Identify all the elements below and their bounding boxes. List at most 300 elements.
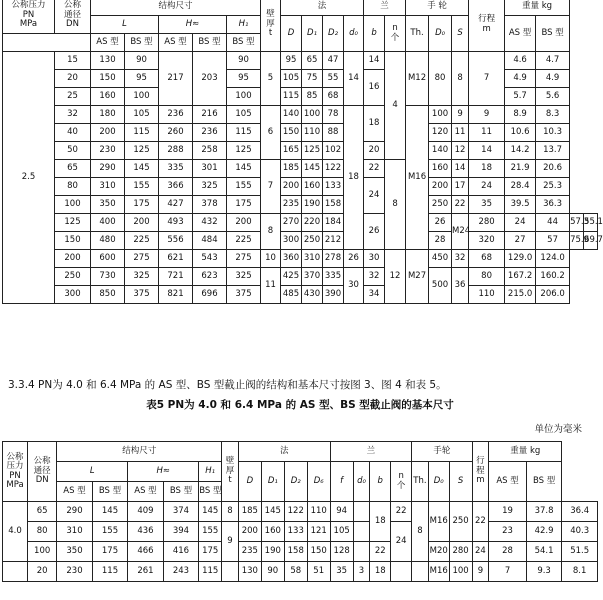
cell-d0: 18	[344, 106, 364, 250]
header-flange-a: 法	[238, 442, 330, 462]
cell-h1: 155	[199, 522, 222, 542]
header-stroke: 行程 m	[469, 0, 505, 52]
header-n: n 个	[385, 16, 406, 52]
cell-dn: 15	[55, 52, 91, 70]
cell-dn: 100	[28, 542, 57, 562]
cell-d: 360	[281, 250, 302, 268]
cell-s: 9	[472, 562, 489, 582]
cell-h-as: 821	[159, 286, 193, 304]
header-d1: D₁	[302, 16, 323, 52]
cell-dn: 32	[55, 106, 91, 124]
header-th: Th.	[406, 16, 429, 52]
cell-d1: 145	[302, 160, 323, 178]
cell-l-as: 400	[91, 214, 125, 232]
table5-caption: 表5 PN为 4.0 和 6.4 MPa 的 AS 型、BS 型截止阀的基本尺寸	[146, 399, 454, 411]
section-paragraph: 3.3.4 PN为 4.0 和 6.4 MPa 的 AS 型、BS 型截止阀的结构和基本尺寸按图 3、图 4 和表 5。	[8, 379, 447, 391]
cell-b: 20	[364, 142, 385, 160]
cell-d2: 68	[323, 88, 344, 106]
header-d: D	[238, 462, 261, 502]
cell-stroke: 28	[489, 542, 527, 562]
cell-d: 95	[281, 52, 302, 70]
cell-weight-as: 57.3	[570, 214, 584, 232]
cell-h-as: 236	[159, 106, 193, 124]
cell-weight-bs: 13.7	[536, 142, 570, 160]
cell-b: 18	[364, 106, 385, 142]
cell-stroke: 23	[489, 522, 527, 542]
cell-d: 185	[281, 160, 302, 178]
cell-stroke: 80	[469, 268, 505, 286]
cell-d1: 125	[302, 142, 323, 160]
cell-d0-wheel: 80	[429, 52, 452, 106]
cell-f	[353, 542, 370, 562]
unit-note: 单位为毫米	[534, 424, 582, 435]
header-spacer	[3, 34, 91, 52]
cell-h-bs: 378	[193, 196, 227, 214]
cell-l-as: 350	[91, 196, 125, 214]
cell-b: 26	[429, 214, 452, 232]
cell-d2: 88	[323, 124, 344, 142]
header-h-as: AS 型	[159, 34, 193, 52]
cell-h1: 115	[199, 562, 222, 582]
cell-dn: 20	[55, 70, 91, 88]
cell-weight-as: 167.2	[505, 268, 536, 286]
cell-d1: 220	[302, 214, 323, 232]
cell-stroke: 57	[536, 232, 570, 250]
cell-f: 3	[353, 562, 370, 582]
header-pn: 公称压力 PN MPa	[3, 0, 55, 34]
header-weight: 重量 kg	[489, 442, 562, 462]
cell-d: 150	[281, 124, 302, 142]
cell-d0: 30	[344, 268, 364, 304]
header-dn: 公称 通径 DN	[55, 0, 91, 34]
cell-l-as: 480	[91, 232, 125, 250]
cell-h1: 175	[227, 196, 261, 214]
cell-d: 165	[281, 142, 302, 160]
cell-weight-bs: 8.3	[536, 106, 570, 124]
cell-f-blank: 105	[330, 522, 353, 542]
header-weight-bs: BS 型	[526, 462, 561, 502]
header-d6: D₆	[307, 462, 330, 502]
cell-h-bs: 484	[193, 232, 227, 250]
header-structure: 结构尺寸	[91, 0, 261, 16]
cell-stroke: 7	[469, 52, 505, 106]
cell-l-as: 290	[91, 160, 125, 178]
cell-wall	[222, 562, 239, 582]
header-s: S	[449, 462, 472, 502]
cell-b	[391, 562, 412, 582]
cell-b: 30	[364, 250, 385, 268]
cell-l-as: 310	[57, 522, 92, 542]
cell-l-bs: 155	[125, 178, 159, 196]
cell-d2: 133	[323, 178, 344, 196]
header-n: n 个	[391, 462, 412, 502]
cell-h-bs: 243	[163, 562, 198, 582]
cell-th: M16	[428, 502, 449, 542]
cell-s: 14	[452, 160, 469, 178]
cell-h1: 200	[227, 214, 261, 232]
cell-l-bs: 100	[125, 88, 159, 106]
header-stroke: 行程 m	[472, 442, 489, 502]
cell-d1: 190	[261, 542, 284, 562]
cell-l-as: 180	[91, 106, 125, 124]
cell-d2: 58	[284, 562, 307, 582]
cell-l-bs: 200	[125, 214, 159, 232]
cell-d0-wheel: 100	[449, 562, 472, 582]
cell-d0-wheel: 320	[469, 232, 505, 250]
header-f: f	[330, 462, 353, 502]
cell-d0-wheel: 120	[429, 124, 452, 142]
cell-l-bs: 125	[125, 142, 159, 160]
cell-n	[412, 562, 429, 582]
cell-h-bs: 623	[193, 268, 227, 286]
cell-l-as: 200	[91, 124, 125, 142]
cell-d0: 18	[370, 502, 391, 542]
cell-d1: 145	[261, 502, 284, 522]
cell-h1: 225	[227, 232, 261, 250]
cell-h-as: 436	[128, 522, 163, 542]
cell-d0-wheel: 200	[429, 178, 452, 196]
cell-weight-bs: 40.3	[562, 522, 598, 542]
cell-s: 22	[472, 502, 489, 542]
cell-f-blank: 128	[330, 542, 353, 562]
cell-stroke: 11	[469, 124, 505, 142]
cell-weight-bs: 51.5	[562, 542, 598, 562]
cell-l-bs: 175	[92, 542, 127, 562]
header-d0: d₀	[344, 16, 364, 52]
cell-h-as: 621	[159, 250, 193, 268]
cell-weight-bs: 36.4	[562, 502, 598, 522]
cell-d1: 65	[302, 52, 323, 70]
cell-stroke: 9	[469, 106, 505, 124]
cell-b: 14	[364, 52, 385, 70]
cell-wall: 7	[261, 160, 281, 214]
cell-wall: 9	[222, 522, 239, 562]
header-l-as: AS 型	[91, 34, 125, 52]
cell-weight-bs: 36.3	[536, 196, 570, 214]
cell-th: M24	[452, 214, 469, 250]
cell-d0-wheel: 450	[429, 250, 452, 268]
cell-h-as: 427	[159, 196, 193, 214]
header-b: b	[364, 16, 385, 52]
header-l-bs: BS 型	[125, 34, 159, 52]
cell-h-bs: 258	[193, 142, 227, 160]
pn-value: 2.5	[3, 52, 55, 304]
cell-l-bs: 95	[125, 70, 159, 88]
cell-th: M16	[406, 106, 429, 250]
header-d2: D₂	[284, 462, 307, 502]
cell-s: 9	[452, 106, 469, 124]
cell-th: M12	[406, 52, 429, 106]
header-d2: D₂	[323, 16, 344, 52]
cell-weight-bs: 55.1	[584, 214, 598, 232]
header-d: D	[281, 16, 302, 52]
cell-b: 28	[429, 232, 452, 250]
cell-h1: 325	[227, 268, 261, 286]
cell-d: 485	[281, 286, 302, 304]
cell-n: 8	[385, 160, 406, 250]
header-dn: 公称 通径 DN	[28, 442, 57, 502]
cell-l-bs: 115	[125, 124, 159, 142]
cell-dn: 250	[55, 268, 91, 286]
cell-l-bs: 155	[92, 522, 127, 542]
cell-wall: 10	[261, 250, 281, 268]
cell-weight-as: 215.0	[505, 286, 536, 304]
cell-d0-wheel: 250	[429, 196, 452, 214]
cell-h-bs: 216	[193, 106, 227, 124]
cell-l-as: 130	[91, 52, 125, 70]
cell-weight-bs: 10.3	[536, 124, 570, 142]
cell-weight-as: 5.7	[505, 88, 536, 106]
cell-d0-wheel: 500	[429, 268, 452, 304]
cell-d2: 158	[284, 542, 307, 562]
cell-dn: 65	[55, 160, 91, 178]
header-h1-bs: BS 型	[199, 482, 222, 502]
cell-h1: 115	[227, 124, 261, 142]
header-h1: H₁	[227, 16, 261, 34]
cell-dn: 65	[28, 502, 57, 522]
cell-d1: 430	[302, 286, 323, 304]
cell-d: 200	[238, 522, 261, 542]
cell-b: 24	[391, 522, 412, 562]
cell-d: 140	[281, 106, 302, 124]
cell-weight-as: 14.2	[505, 142, 536, 160]
cell-weight-as: 42.9	[526, 522, 561, 542]
cell-s: 8	[452, 52, 469, 106]
header-th: Th.	[412, 462, 429, 502]
header-l: L	[57, 462, 128, 482]
cell-d0-wheel: 160	[429, 160, 452, 178]
header-weight-as: AS 型	[505, 16, 536, 52]
cell-weight-bs: 20.6	[536, 160, 570, 178]
cell-stroke: 68	[469, 250, 505, 268]
header-d0-wheel: D₀	[428, 462, 449, 502]
header-h: H≈	[128, 462, 199, 482]
cell-h-bs: 203	[193, 52, 227, 106]
header-d0: d₀	[353, 462, 370, 502]
cell-d: 115	[281, 88, 302, 106]
cell-l-as: 160	[91, 88, 125, 106]
cell-h-bs: 301	[193, 160, 227, 178]
cell-n: 12	[385, 250, 406, 304]
cell-wall: 8	[222, 502, 239, 522]
cell-l-bs: 115	[92, 562, 127, 582]
cell-weight-bs: 25.3	[536, 178, 570, 196]
cell-dn: 80	[55, 178, 91, 196]
header-d1: D₁	[261, 462, 284, 502]
cell-th: M27	[406, 250, 429, 304]
cell-h-as: 466	[128, 542, 163, 562]
cell-s: 11	[452, 124, 469, 142]
cell-s: 17	[452, 178, 469, 196]
cell-d: 185	[238, 502, 261, 522]
cell-f-blank: 35	[330, 562, 353, 582]
cell-weight-bs: 4.7	[536, 52, 570, 70]
cell-dn: 25	[55, 88, 91, 106]
cell-h1: 125	[227, 142, 261, 160]
cell-h1: 275	[227, 250, 261, 268]
header-h-as: AS 型	[128, 482, 163, 502]
cell-weight-as: 54.1	[526, 542, 561, 562]
cell-h-as: 261	[128, 562, 163, 582]
cell-l-as: 230	[91, 142, 125, 160]
cell-stroke: 24	[469, 178, 505, 196]
cell-l-as: 310	[91, 178, 125, 196]
cell-l-as: 150	[91, 70, 125, 88]
cell-d2: 122	[284, 502, 307, 522]
cell-s: 27	[505, 232, 536, 250]
cell-d0: 26	[364, 214, 385, 250]
header-flange-b: 兰	[330, 442, 411, 462]
cell-l-as: 850	[91, 286, 125, 304]
cell-d1: 190	[302, 196, 323, 214]
cell-d0-wheel: 100	[429, 106, 452, 124]
cell-f-blank: 94	[330, 502, 353, 522]
cell-h-as: 493	[159, 214, 193, 232]
cell-weight-as: 21.9	[505, 160, 536, 178]
spec-table-pn25	[2, 0, 603, 304]
header-pn: 公称 压力 PN MPa	[3, 442, 28, 502]
cell-h-as: 556	[159, 232, 193, 250]
cell-d0: 14	[344, 52, 364, 106]
header-s: S	[452, 16, 469, 52]
cell-h-bs: 236	[193, 124, 227, 142]
cell-h-bs: 696	[193, 286, 227, 304]
cell-d1: 75	[302, 70, 323, 88]
cell-h-bs: 374	[163, 502, 198, 522]
cell-l-bs: 375	[125, 286, 159, 304]
cell-stroke: 14	[469, 142, 505, 160]
cell-d: 105	[281, 70, 302, 88]
cell-l-bs: 90	[125, 52, 159, 70]
header-l-as: AS 型	[57, 482, 92, 502]
header-h: H≈	[159, 16, 227, 34]
cell-dn: 100	[55, 196, 91, 214]
header-d0-wheel: D₀	[429, 16, 452, 52]
cell-b: 22	[364, 160, 385, 178]
cell-h-bs: 416	[163, 542, 198, 562]
cell-l-as: 730	[91, 268, 125, 286]
cell-l-bs: 145	[92, 502, 127, 522]
cell-weight-as: 9.3	[526, 562, 561, 582]
cell-b: 32	[364, 268, 385, 286]
cell-h1: 95	[227, 70, 261, 88]
cell-dn: 80	[28, 522, 57, 542]
cell-wall: 8	[261, 214, 281, 250]
cell-weight-as: 10.6	[505, 124, 536, 142]
cell-l-as: 600	[91, 250, 125, 268]
header-h-bs: BS 型	[163, 482, 198, 502]
cell-stroke: 35	[469, 196, 505, 214]
cell-d2: 55	[323, 70, 344, 88]
cell-dn: 40	[55, 124, 91, 142]
cell-weight-bs: 124.0	[536, 250, 570, 268]
cell-d: 130	[238, 562, 261, 582]
cell-d1: 85	[302, 88, 323, 106]
cell-weight-as: 39.5	[505, 196, 536, 214]
cell-h1: 90	[227, 52, 261, 70]
cell-d2: 390	[323, 286, 344, 304]
cell-weight-bs: 69.7	[584, 232, 598, 250]
cell-th: M20	[428, 542, 449, 562]
header-weight: 重量 kg	[505, 0, 570, 16]
cell-h1: 145	[199, 502, 222, 522]
cell-s: 24	[505, 214, 536, 232]
cell-h-bs: 543	[193, 250, 227, 268]
cell-wall: 11	[261, 268, 281, 304]
cell-d2: 78	[323, 106, 344, 124]
cell-d6: 150	[307, 542, 330, 562]
cell-d: 270	[281, 214, 302, 232]
cell-f	[353, 502, 370, 522]
cell-dn: 150	[55, 232, 91, 250]
cell-dn: 300	[55, 286, 91, 304]
header-l-bs: BS 型	[92, 482, 127, 502]
cell-d1: 160	[261, 522, 284, 542]
cell-h1: 145	[227, 160, 261, 178]
header-flange-a: 法	[281, 0, 364, 16]
cell-d1: 310	[302, 250, 323, 268]
cell-h1: 375	[227, 286, 261, 304]
cell-d2: 122	[323, 160, 344, 178]
cell-f	[353, 522, 370, 542]
cell-h1: 100	[227, 88, 261, 106]
cell-weight-as: 129.0	[505, 250, 536, 268]
cell-d2: 335	[323, 268, 344, 286]
cell-d2: 133	[284, 522, 307, 542]
cell-weight-bs: 160.2	[536, 268, 570, 286]
cell-l-bs: 275	[125, 250, 159, 268]
cell-d1: 160	[302, 178, 323, 196]
cell-d: 235	[281, 196, 302, 214]
cell-d1: 370	[302, 268, 323, 286]
cell-h1: 155	[227, 178, 261, 196]
cell-d1: 90	[261, 562, 284, 582]
cell-l-bs: 175	[125, 196, 159, 214]
cell-s: 22	[452, 196, 469, 214]
cell-h-bs: 432	[193, 214, 227, 232]
cell-h-as: 721	[159, 268, 193, 286]
cell-stroke: 110	[469, 286, 505, 304]
cell-weight-as: 4.9	[505, 70, 536, 88]
cell-d0-wheel: 280	[469, 214, 505, 232]
cell-d: 235	[238, 542, 261, 562]
header-flange-b: 兰	[364, 0, 406, 16]
cell-d2: 102	[323, 142, 344, 160]
cell-d0: 18	[370, 562, 391, 582]
cell-weight-as: 8.9	[505, 106, 536, 124]
header-h1: H₁	[199, 462, 222, 482]
header-l: L	[91, 16, 159, 34]
cell-d2: 158	[323, 196, 344, 214]
cell-h-as: 335	[159, 160, 193, 178]
cell-d0-wheel: 280	[449, 542, 472, 562]
cell-h-bs: 394	[163, 522, 198, 542]
cell-h-as: 366	[159, 178, 193, 196]
cell-d2: 47	[323, 52, 344, 70]
cell-d1: 250	[302, 232, 323, 250]
cell-d0-wheel: 250	[449, 502, 472, 542]
header-structure: 结构尺寸	[57, 442, 222, 462]
header-handwheel: 手 轮	[406, 0, 469, 16]
header-weight-bs: BS 型	[536, 16, 570, 52]
cell-n: 4	[385, 52, 406, 160]
cell-h1: 105	[227, 106, 261, 124]
cell-h-as: 260	[159, 124, 193, 142]
cell-l-as: 350	[57, 542, 92, 562]
cell-dn: 50	[55, 142, 91, 160]
cell-s: 12	[452, 142, 469, 160]
cell-h1: 175	[199, 542, 222, 562]
